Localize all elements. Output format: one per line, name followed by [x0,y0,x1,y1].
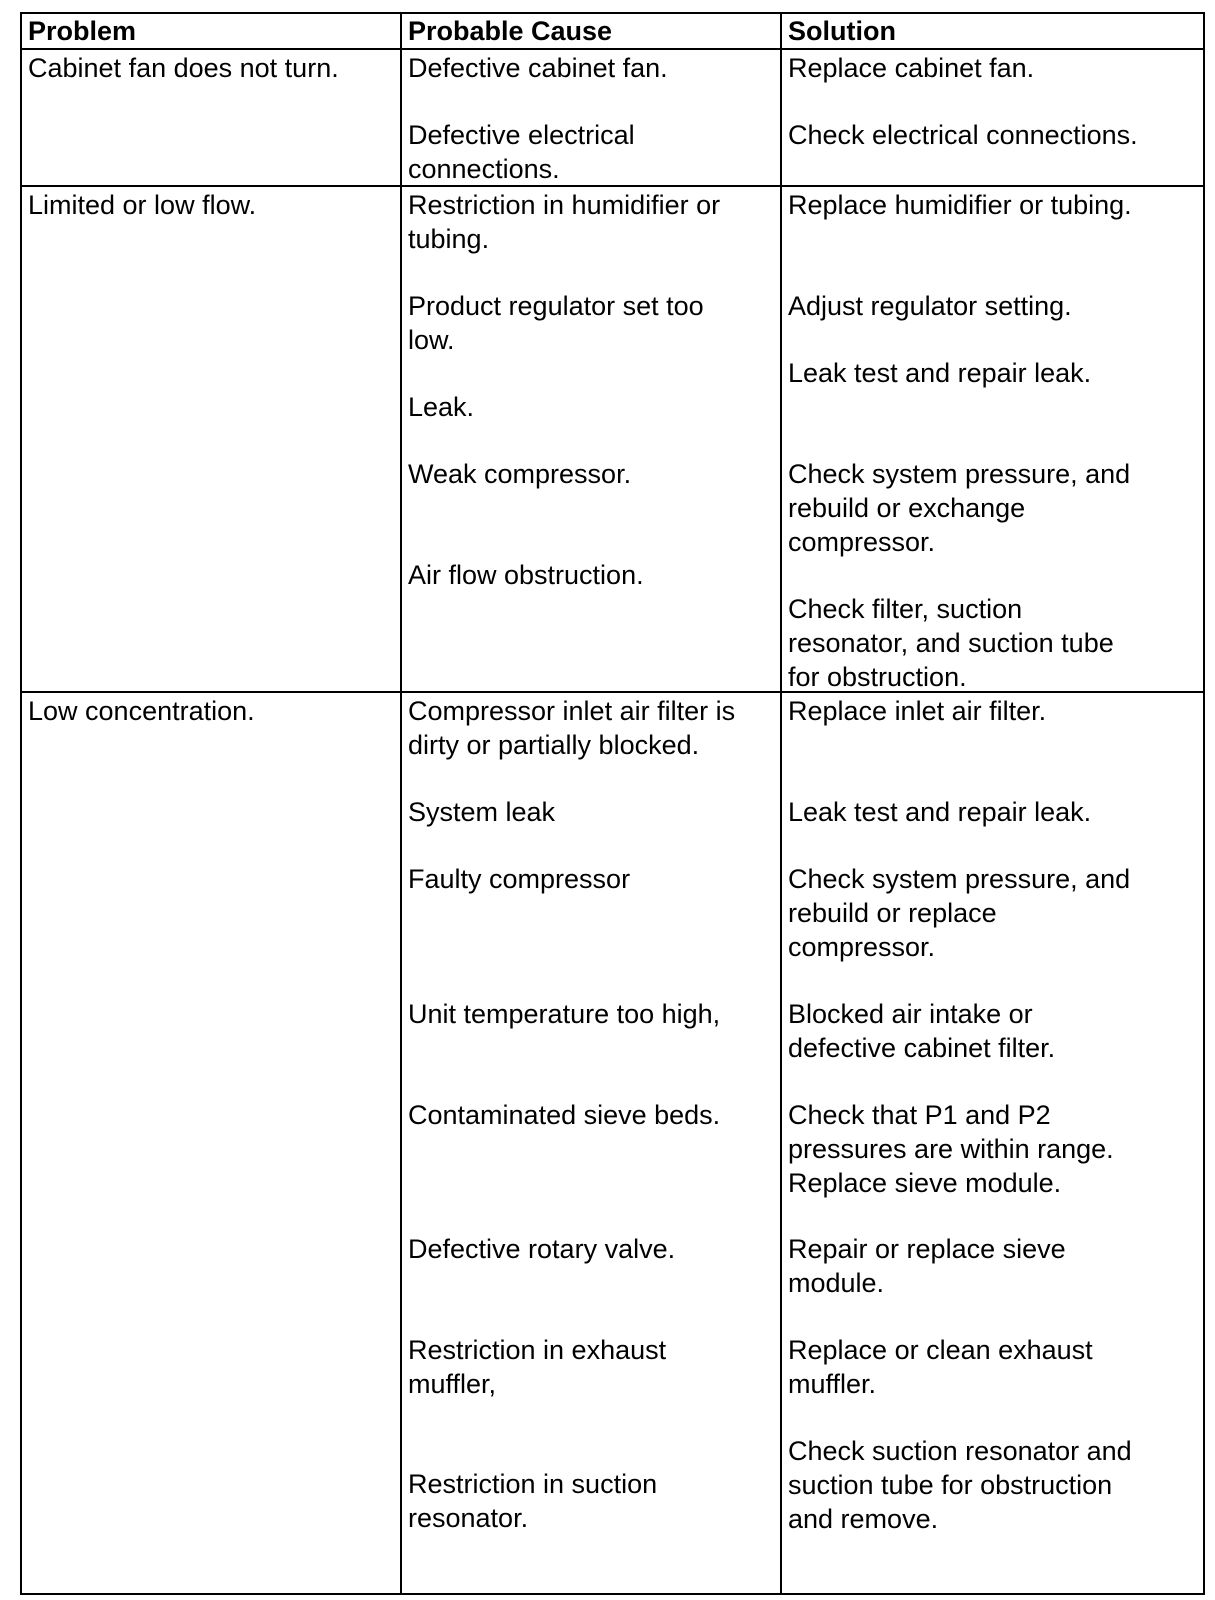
header-problem: Problem [28,16,137,46]
header-probable-cause: Probable Cause [408,16,613,46]
solution-text: Replace inlet air filter. [788,696,1047,726]
solution-text: Check electrical connections. [788,120,1138,150]
cause-text: Product regulator set too low. [408,291,704,355]
solution-text: Check system pressure, and rebuild or replace compressor. [788,864,1131,962]
solution-text: Replace humidifier or tubing. [788,190,1132,220]
solution-text: Leak test and repair leak. [788,797,1092,827]
cause-text: Leak. [408,392,475,422]
problem-cell: Cabinet fan does not turn. [28,53,339,83]
solution-text: Leak test and repair leak. [788,358,1092,388]
cause-text: System leak [408,797,556,827]
row-divider [22,48,1203,50]
solution-text: Repair or replace sieve module. [788,1234,1066,1298]
solution-text: Replace cabinet fan. [788,53,1035,83]
column-divider [780,14,782,1593]
cause-text: Faulty compressor [408,864,631,894]
cause-text: Contaminated sieve beds. [408,1100,721,1130]
column-divider [400,14,402,1593]
cause-text: Compressor inlet air filter is dirty or partially blocked. [408,696,736,760]
cause-text: Weak compressor. [408,459,632,489]
solution-text: Check filter, suction resonator, and suction tube for obstruction. [788,594,1114,692]
cause-text: Defective electrical connections. [408,120,635,184]
solution-text: Check that P1 and P2 pressures are within range. Replace sieve module. [788,1100,1114,1198]
troubleshooting-table [20,12,1205,1595]
cause-text: Unit temperature too high, [408,999,721,1029]
header-solution: Solution [788,16,896,46]
cause-text: Air flow obstruction. [408,560,644,590]
cause-text: Restriction in suction resonator. [408,1469,658,1533]
solution-text: Check suction resonator and suction tube for obstruction and remove. [788,1436,1132,1534]
cause-text: Restriction in exhaust muffler, [408,1335,667,1399]
solution-text: Blocked air intake or defective cabinet filter. [788,999,1056,1063]
cause-text: Restriction in humidifier or tubing. [408,190,721,254]
solution-text: Adjust regulator setting. [788,291,1072,321]
problem-cell: Limited or low flow. [28,190,257,220]
cause-text: Defective cabinet fan. [408,53,668,83]
solution-text: Replace or clean exhaust muffler. [788,1335,1093,1399]
problem-cell: Low concentration. [28,696,255,726]
cause-text: Defective rotary valve. [408,1234,676,1264]
solution-text: Check system pressure, and rebuild or exchange compressor. [788,459,1131,557]
